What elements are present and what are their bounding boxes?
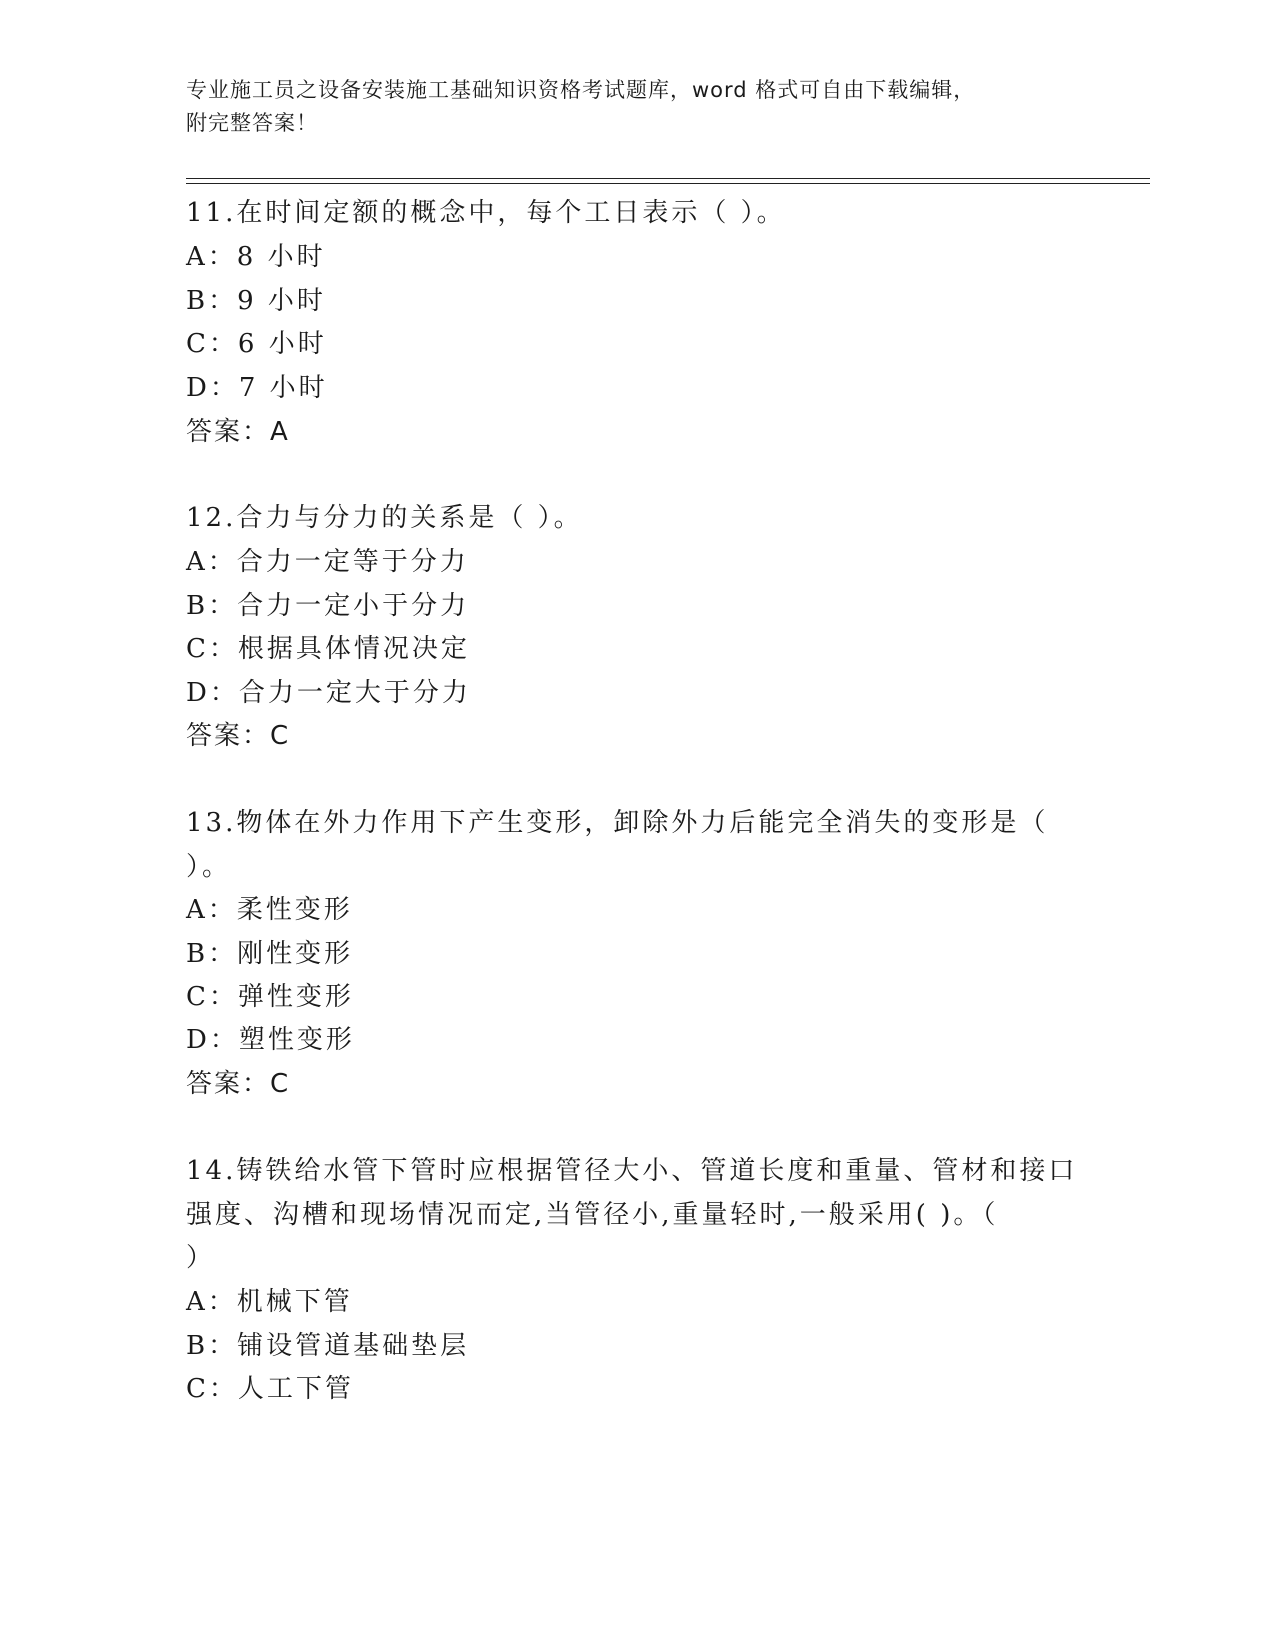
question-12-stem: 12.合力与分力的关系是（ ）。 (186, 503, 583, 533)
question-14-option-a: A：机械下管 (186, 1287, 353, 1317)
question-14-option-b: B：铺设管道基础垫层 (186, 1331, 470, 1361)
question-12-answer: 答案：C (186, 721, 291, 751)
question-13-stem-line-1: 13.物体在外力作用下产生变形，卸除外力后能完全消失的变形是（ (186, 808, 1049, 838)
question-13-option-a: A：柔性变形 (186, 895, 353, 925)
question-11-option-c: C：6 小时 (186, 329, 327, 359)
question-14-stem-line-2: 强度、沟槽和现场情况而定,当管径小,重量轻时,一般采用( )。（ (186, 1200, 999, 1230)
question-12-option-a: A：合力一定等于分力 (186, 547, 469, 577)
question-14-option-c: C：人工下管 (186, 1374, 354, 1404)
question-12-option-b: B：合力一定小于分力 (186, 591, 470, 621)
header-divider-bottom (186, 183, 1150, 184)
question-13-option-c: C：弹性变形 (186, 982, 354, 1012)
question-14-stem-line-3: ） (186, 1243, 216, 1273)
question-12-option-c: C：根据具体情况决定 (186, 634, 470, 664)
question-11-answer: 答案：A (186, 417, 290, 447)
question-11-stem: 11.在时间定额的概念中，每个工日表示（ ）。 (186, 198, 786, 228)
header-line-1: 专业施工员之设备安装施工基础知识资格考试题库，word 格式可自由下载编辑， (186, 78, 976, 102)
question-13-answer: 答案：C (186, 1069, 291, 1099)
question-11-option-a: A：8 小时 (186, 242, 326, 272)
question-14-stem-line-1: 14.铸铁给水管下管时应根据管径大小、管道长度和重量、管材和接口 (186, 1156, 1078, 1186)
question-13-stem-line-2: ）。 (186, 852, 232, 882)
question-13-option-b: B：刚性变形 (186, 939, 354, 969)
header-divider-top (186, 178, 1150, 179)
question-11-option-d: D：7 小时 (186, 373, 328, 403)
question-11-option-b: B：9 小时 (186, 286, 326, 316)
question-12-option-d: D：合力一定大于分力 (186, 678, 471, 708)
document-header (186, 74, 1086, 140)
question-13-option-d: D：塑性变形 (186, 1025, 355, 1055)
header-line-2: 附完整答案！ (186, 111, 318, 135)
